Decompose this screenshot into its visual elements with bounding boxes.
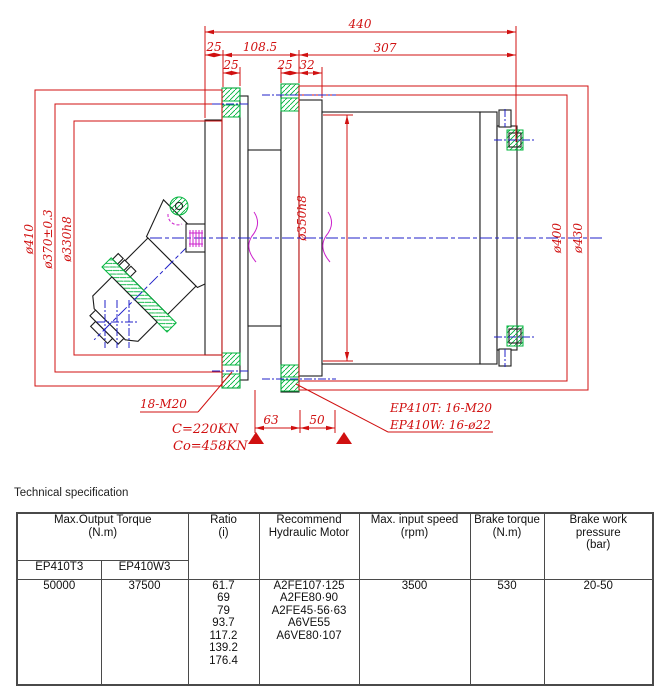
dim-25c: 25 (277, 58, 293, 72)
cell-speed: 3500 (359, 579, 470, 685)
cell-torque-w3: 37500 (101, 579, 188, 685)
note-ep410t: EP410T: 16-M20 (390, 401, 493, 415)
col-header-speed: Max. input speed (rpm) (359, 513, 470, 579)
sub-header-ep410t3: EP410T3 (17, 560, 101, 579)
label-dia430: ø430 (571, 222, 585, 254)
label-dia350: ø350h8 (295, 195, 309, 241)
dim-32: 32 (299, 58, 315, 72)
note-bolts-left: 18-M20 (140, 397, 187, 411)
torque-header-line2: (N.m) (88, 526, 118, 539)
dim-25b: 25 (223, 58, 239, 72)
spec-heading: Technical specification (14, 487, 129, 499)
spec-table (16, 512, 654, 686)
col-header-motor: Recommend Hydraulic Motor (259, 513, 359, 579)
datum-triangle-left (248, 432, 264, 444)
col-header-ratio: Ratio (i) (188, 513, 259, 579)
note-ep410w: EP410W: 16-ø22 (390, 418, 491, 432)
cell-brake-torque: 530 (470, 579, 544, 685)
motor-port-boss (170, 197, 188, 215)
dim-overall: 440 (348, 17, 372, 31)
sub-header-ep410w3: EP410W3 (101, 560, 188, 579)
col-header-torque (17, 513, 188, 560)
col-header-pressure: Brake work pressure (bar) (544, 513, 653, 579)
label-dia330: ø330h8 (60, 216, 74, 262)
note-dynamic-load: C=220KN (172, 422, 239, 437)
dim-25a: 25 (206, 40, 222, 54)
note-static-load: Co=458KN (173, 439, 248, 454)
table-row (17, 579, 653, 685)
label-dia410: ø410 (22, 223, 36, 255)
cell-torque-t3: 50000 (17, 579, 101, 685)
dim-63: 63 (263, 413, 279, 427)
datum-triangle-right (336, 432, 352, 444)
dim-50: 50 (309, 413, 325, 427)
dim-108: 108.5 (242, 40, 278, 54)
dim-307: 307 (373, 41, 397, 55)
col-header-brake: Brake torque (N.m) (470, 513, 544, 579)
cell-motors: A2FE107·125 A2FE80·90 A2FE45·56·63 A6VE55 A6VE80·107 (259, 579, 359, 685)
label-dia400: ø400 (550, 222, 564, 254)
cell-pressure: 20-50 (544, 579, 653, 685)
label-dia370: ø370±0.3 (41, 209, 55, 269)
torque-header-line1: Max.Output Torque (53, 514, 152, 526)
cell-ratios: 61.7 69 79 93.7 117.2 139.2 176.4 (188, 579, 259, 685)
